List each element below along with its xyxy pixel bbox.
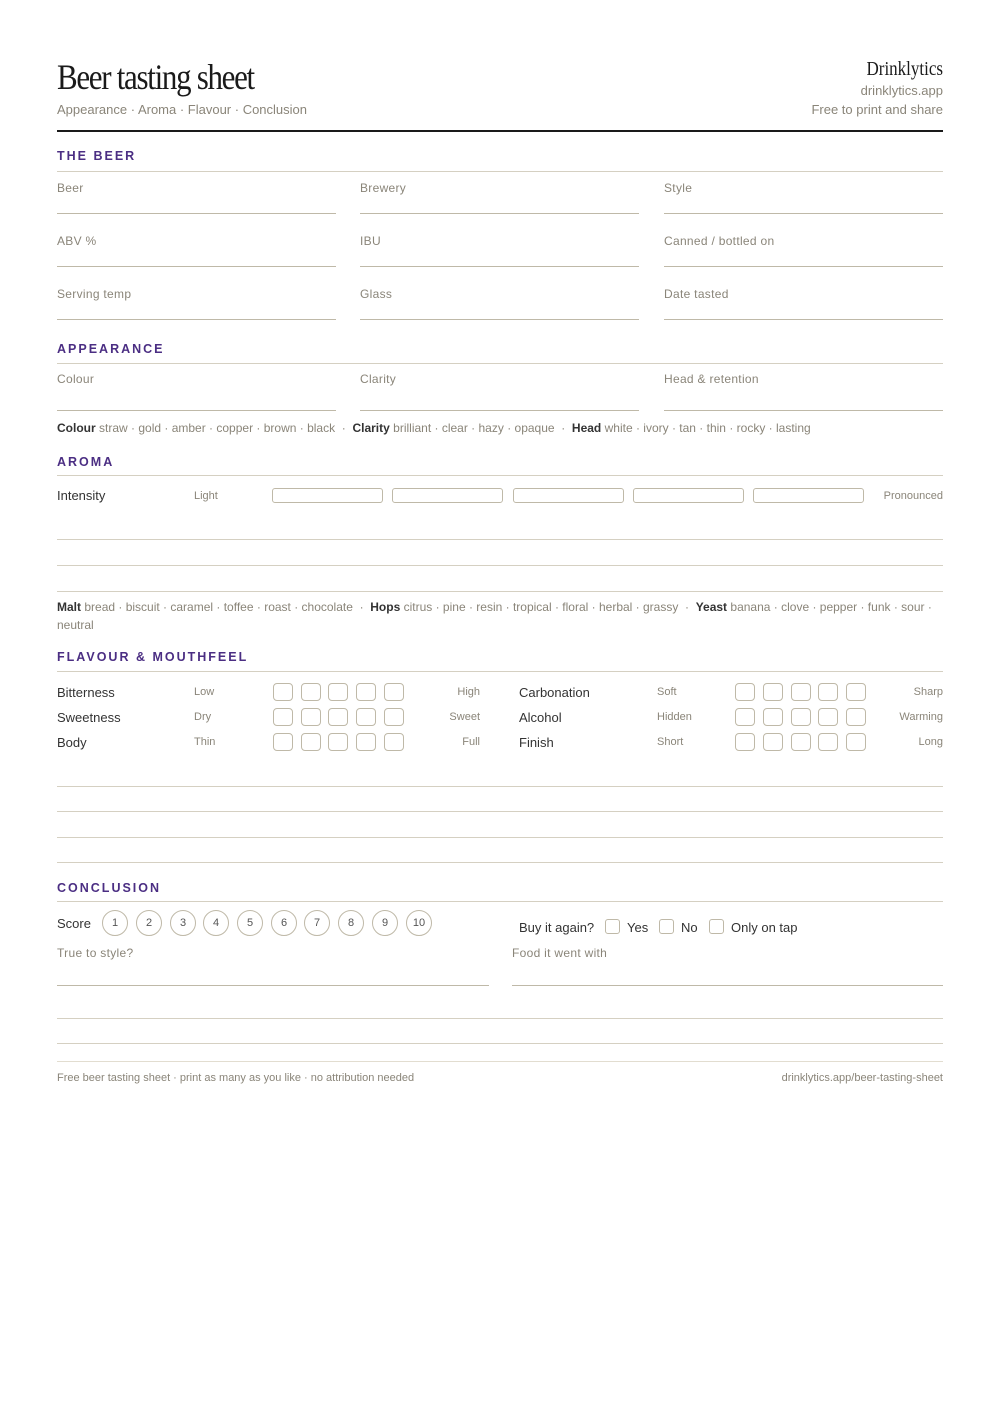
hint-hops-label: Hops (370, 600, 401, 614)
aroma-note-line[interactable] (57, 539, 943, 540)
conclusion-note-line[interactable] (57, 1018, 943, 1019)
score-option-9[interactable]: 9 (372, 910, 398, 936)
write-line (360, 410, 639, 411)
section-heading-flavour-mouthfeel: FLAVOUR & MOUTHFEEL (57, 650, 249, 664)
write-line (57, 266, 336, 267)
field-label: Glass (360, 287, 393, 301)
buy-again-label: Buy it again? (519, 920, 595, 935)
bitterness-box-4[interactable] (356, 683, 376, 701)
intensity-segment-1[interactable] (272, 488, 383, 503)
score-option-2[interactable]: 2 (136, 910, 162, 936)
true-to-style-label: True to style? (57, 946, 134, 960)
hint-malt-text: bread · biscuit · caramel · toffee · roast · chocolate (84, 600, 353, 614)
alcohol-low: Hidden (657, 711, 692, 723)
hint-clarity-label: Clarity (352, 421, 390, 435)
conclusion-note-line[interactable] (57, 1043, 943, 1044)
intensity-segment-2[interactable] (392, 488, 503, 503)
field-label: Brewery (360, 181, 407, 195)
write-line (57, 213, 336, 214)
write-line (664, 213, 943, 214)
body-box-2[interactable] (301, 733, 321, 751)
finish-box-1[interactable] (735, 733, 755, 751)
hint-separator: · (685, 600, 690, 614)
appearance-hint (57, 419, 943, 437)
field-label: Date tasted (664, 287, 729, 301)
aroma-note-line[interactable] (57, 591, 943, 592)
alcohol-high: Warming (899, 711, 943, 723)
food-label: Food it went with (512, 946, 608, 960)
alcohol-box-5[interactable] (846, 708, 866, 726)
write-line (360, 213, 639, 214)
hint-head-text: white · ivory · tan · thin · rocky · lasting (604, 421, 811, 435)
section-divider (57, 475, 943, 476)
section-heading-conclusion: CONCLUSION (57, 881, 162, 895)
score-option-6[interactable]: 6 (271, 910, 297, 936)
body-low: Thin (194, 736, 216, 748)
sweetness-box-3[interactable] (328, 708, 348, 726)
field-label: IBU (360, 234, 381, 248)
buy-only-on-tap-label: Only on tap (731, 920, 798, 935)
body-box-4[interactable] (356, 733, 376, 751)
write-line (57, 319, 336, 320)
hint-malt-label: Malt (57, 600, 81, 614)
body-box-3[interactable] (328, 733, 348, 751)
hint-yeast-label: Yeast (695, 600, 728, 614)
flavour-note-line[interactable] (57, 837, 943, 838)
alcohol-label: Alcohol (519, 710, 562, 725)
carbonation-box-1[interactable] (735, 683, 755, 701)
field-label: Beer (57, 181, 84, 195)
bitterness-low: Low (194, 686, 215, 698)
flavour-note-line[interactable] (57, 811, 943, 812)
sweetness-box-5[interactable] (384, 708, 404, 726)
score-option-8[interactable]: 8 (338, 910, 364, 936)
finish-box-3[interactable] (791, 733, 811, 751)
brand-url[interactable]: drinklytics.app (860, 83, 943, 98)
score-option-1[interactable]: 1 (102, 910, 128, 936)
sweetness-box-4[interactable] (356, 708, 376, 726)
write-line (360, 319, 639, 320)
footer-divider (57, 1061, 943, 1062)
footer-note: Free beer tasting sheet · print as many as you like · no attribution needed (57, 1072, 415, 1084)
flavour-note-line[interactable] (57, 862, 943, 863)
intensity-segment-5[interactable] (753, 488, 864, 503)
write-line (360, 266, 639, 267)
hint-yeast-text: banana · clove · pepper · funk · sour · neutral (57, 600, 932, 632)
brand-note: Free to print and share (811, 102, 943, 117)
hint-clarity-text: brilliant · clear · hazy · opaque (393, 421, 555, 435)
carbonation-box-4[interactable] (818, 683, 838, 701)
finish-box-4[interactable] (818, 733, 838, 751)
intensity-segment-4[interactable] (633, 488, 744, 503)
bitterness-label: Bitterness (57, 685, 115, 700)
carbonation-box-5[interactable] (846, 683, 866, 701)
aroma-hint (57, 598, 943, 634)
field-label: Colour (57, 372, 95, 386)
finish-low: Short (657, 736, 684, 748)
hint-colour-text: straw · gold · amber · copper · brown · black (99, 421, 336, 435)
section-divider (57, 171, 943, 172)
alcohol-box-1[interactable] (735, 708, 755, 726)
bitterness-box-3[interactable] (328, 683, 348, 701)
bitterness-box-1[interactable] (273, 683, 293, 701)
section-divider (57, 671, 943, 672)
hint-colour-label: Colour (57, 421, 96, 435)
finish-box-5[interactable] (846, 733, 866, 751)
buy-only-on-tap-checkbox[interactable] (709, 919, 724, 934)
sweetness-high: Sweet (449, 711, 480, 723)
carbonation-low: Soft (657, 686, 677, 698)
carbonation-high: Sharp (913, 686, 943, 698)
alcohol-box-4[interactable] (818, 708, 838, 726)
field-label: Canned / bottled on (664, 234, 775, 248)
write-line (664, 410, 943, 411)
finish-high: Long (918, 736, 943, 748)
field-label: Style (664, 181, 693, 195)
bitterness-high: High (457, 686, 480, 698)
food-line[interactable] (512, 985, 943, 986)
carbonation-label: Carbonation (519, 685, 590, 700)
aroma-note-line[interactable] (57, 565, 943, 566)
carbonation-box-2[interactable] (763, 683, 783, 701)
intensity-high-label: Pronounced (883, 490, 943, 502)
buy-no-checkbox[interactable] (659, 919, 674, 934)
section-heading-the-beer: THE BEER (57, 149, 137, 163)
field-label: Head & retention (664, 372, 759, 386)
field-label: Serving temp (57, 287, 132, 301)
field-label: ABV % (57, 234, 97, 248)
body-box-1[interactable] (273, 733, 293, 751)
score-option-3[interactable]: 3 (170, 910, 196, 936)
sweetness-box-1[interactable] (273, 708, 293, 726)
sweetness-label: Sweetness (57, 710, 121, 725)
flavour-note-line[interactable] (57, 786, 943, 787)
sweetness-low: Dry (194, 711, 212, 723)
page-subtitle: Appearance · Aroma · Flavour · Conclusion (57, 102, 308, 117)
field-label: Clarity (360, 372, 397, 386)
body-high: Full (462, 736, 480, 748)
footer-url[interactable]: drinklytics.app/beer-tasting-sheet (781, 1072, 943, 1084)
section-heading-appearance: APPEARANCE (57, 342, 165, 356)
hint-head-label: Head (571, 421, 602, 435)
header-divider (57, 130, 943, 132)
buy-yes-checkbox[interactable] (605, 919, 620, 934)
finish-box-2[interactable] (763, 733, 783, 751)
buy-yes-label: Yes (627, 920, 649, 935)
write-line (664, 319, 943, 320)
page-title: Beer tasting sheet (57, 57, 254, 97)
carbonation-box-3[interactable] (791, 683, 811, 701)
intensity-label: Intensity (57, 488, 106, 503)
hint-hops-text: citrus · pine · resin · tropical · floral · herbal · grassy (403, 600, 679, 614)
write-line (57, 410, 336, 411)
finish-label: Finish (519, 735, 554, 750)
score-option-4[interactable]: 4 (203, 910, 229, 936)
sweetness-box-2[interactable] (301, 708, 321, 726)
hint-separator: · (341, 421, 346, 435)
brand-name: Drinklytics (866, 58, 943, 80)
true-to-style-line[interactable] (57, 985, 489, 986)
buy-no-label: No (681, 920, 698, 935)
bitterness-box-2[interactable] (301, 683, 321, 701)
intensity-low-label: Light (194, 490, 218, 502)
score-option-7[interactable]: 7 (304, 910, 330, 936)
score-label: Score (57, 916, 91, 931)
section-divider (57, 363, 943, 364)
write-line (664, 266, 943, 267)
section-heading-aroma: AROMA (57, 455, 115, 469)
section-divider (57, 901, 943, 902)
bitterness-box-5[interactable] (384, 683, 404, 701)
alcohol-box-3[interactable] (791, 708, 811, 726)
body-box-5[interactable] (384, 733, 404, 751)
hint-separator: · (359, 600, 364, 614)
score-option-10[interactable]: 10 (406, 910, 432, 936)
alcohol-box-2[interactable] (763, 708, 783, 726)
intensity-segment-3[interactable] (513, 488, 624, 503)
score-option-5[interactable]: 5 (237, 910, 263, 936)
hint-separator: · (561, 421, 566, 435)
body-label: Body (57, 735, 87, 750)
